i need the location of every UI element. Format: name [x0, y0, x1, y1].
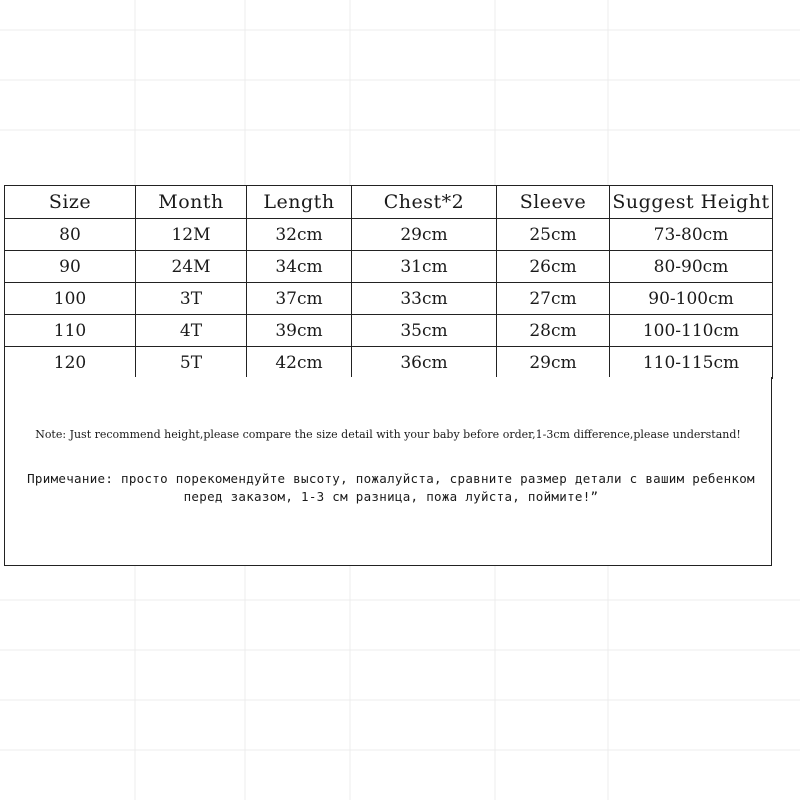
table-header-row [5, 186, 773, 219]
cell-month: 4T [136, 315, 247, 347]
note-russian: Примечание: просто порекомендуйте высоту, пожалуйста, сравните размер детали с вашим ребенком перед заказом, 1-3 см разница, пожа луйста, поймите!” [27, 471, 755, 504]
cell-sleeve: 29cm [497, 347, 610, 379]
cell-size: 110 [5, 315, 136, 347]
cell-chest: 36cm [352, 347, 497, 379]
cell-sleeve: 25cm [497, 219, 610, 251]
cell-chest: 35cm [352, 315, 497, 347]
table-row [5, 283, 773, 315]
header-length: Length [247, 186, 352, 219]
cell-chest: 33cm [352, 283, 497, 315]
table-row [5, 219, 773, 251]
cell-month: 12M [136, 219, 247, 251]
header-sleeve: Sleeve [497, 186, 610, 219]
cell-size: 100 [5, 283, 136, 315]
cell-size: 90 [5, 251, 136, 283]
cell-length: 34cm [247, 251, 352, 283]
header-size: Size [5, 186, 136, 219]
cell-length: 39cm [247, 315, 352, 347]
cell-size: 80 [5, 219, 136, 251]
header-suggest-height: Suggest Height [610, 186, 773, 219]
cell-month: 24M [136, 251, 247, 283]
cell-suggest-height: 73-80cm [610, 219, 773, 251]
header-chest: Chest*2 [352, 186, 497, 219]
table-row [5, 347, 773, 379]
cell-length: 37cm [247, 283, 352, 315]
note-english: Note: Just recommend height,please compare the size detail with your baby before order,1-3cm difference,please understand! [35, 428, 741, 441]
cell-suggest-height: 100-110cm [610, 315, 773, 347]
cell-month: 5T [136, 347, 247, 379]
cell-length: 42cm [247, 347, 352, 379]
cell-size: 120 [5, 347, 136, 379]
cell-sleeve: 26cm [497, 251, 610, 283]
size-chart-table [4, 185, 773, 379]
cell-sleeve: 28cm [497, 315, 610, 347]
cell-month: 3T [136, 283, 247, 315]
header-month: Month [136, 186, 247, 219]
cell-suggest-height: 90-100cm [610, 283, 773, 315]
table-row [5, 315, 773, 347]
table-row [5, 251, 773, 283]
cell-suggest-height: 80-90cm [610, 251, 773, 283]
cell-chest: 31cm [352, 251, 497, 283]
cell-sleeve: 27cm [497, 283, 610, 315]
cell-chest: 29cm [352, 219, 497, 251]
cell-length: 32cm [247, 219, 352, 251]
note-box [4, 377, 772, 566]
cell-suggest-height: 110-115cm [610, 347, 773, 379]
